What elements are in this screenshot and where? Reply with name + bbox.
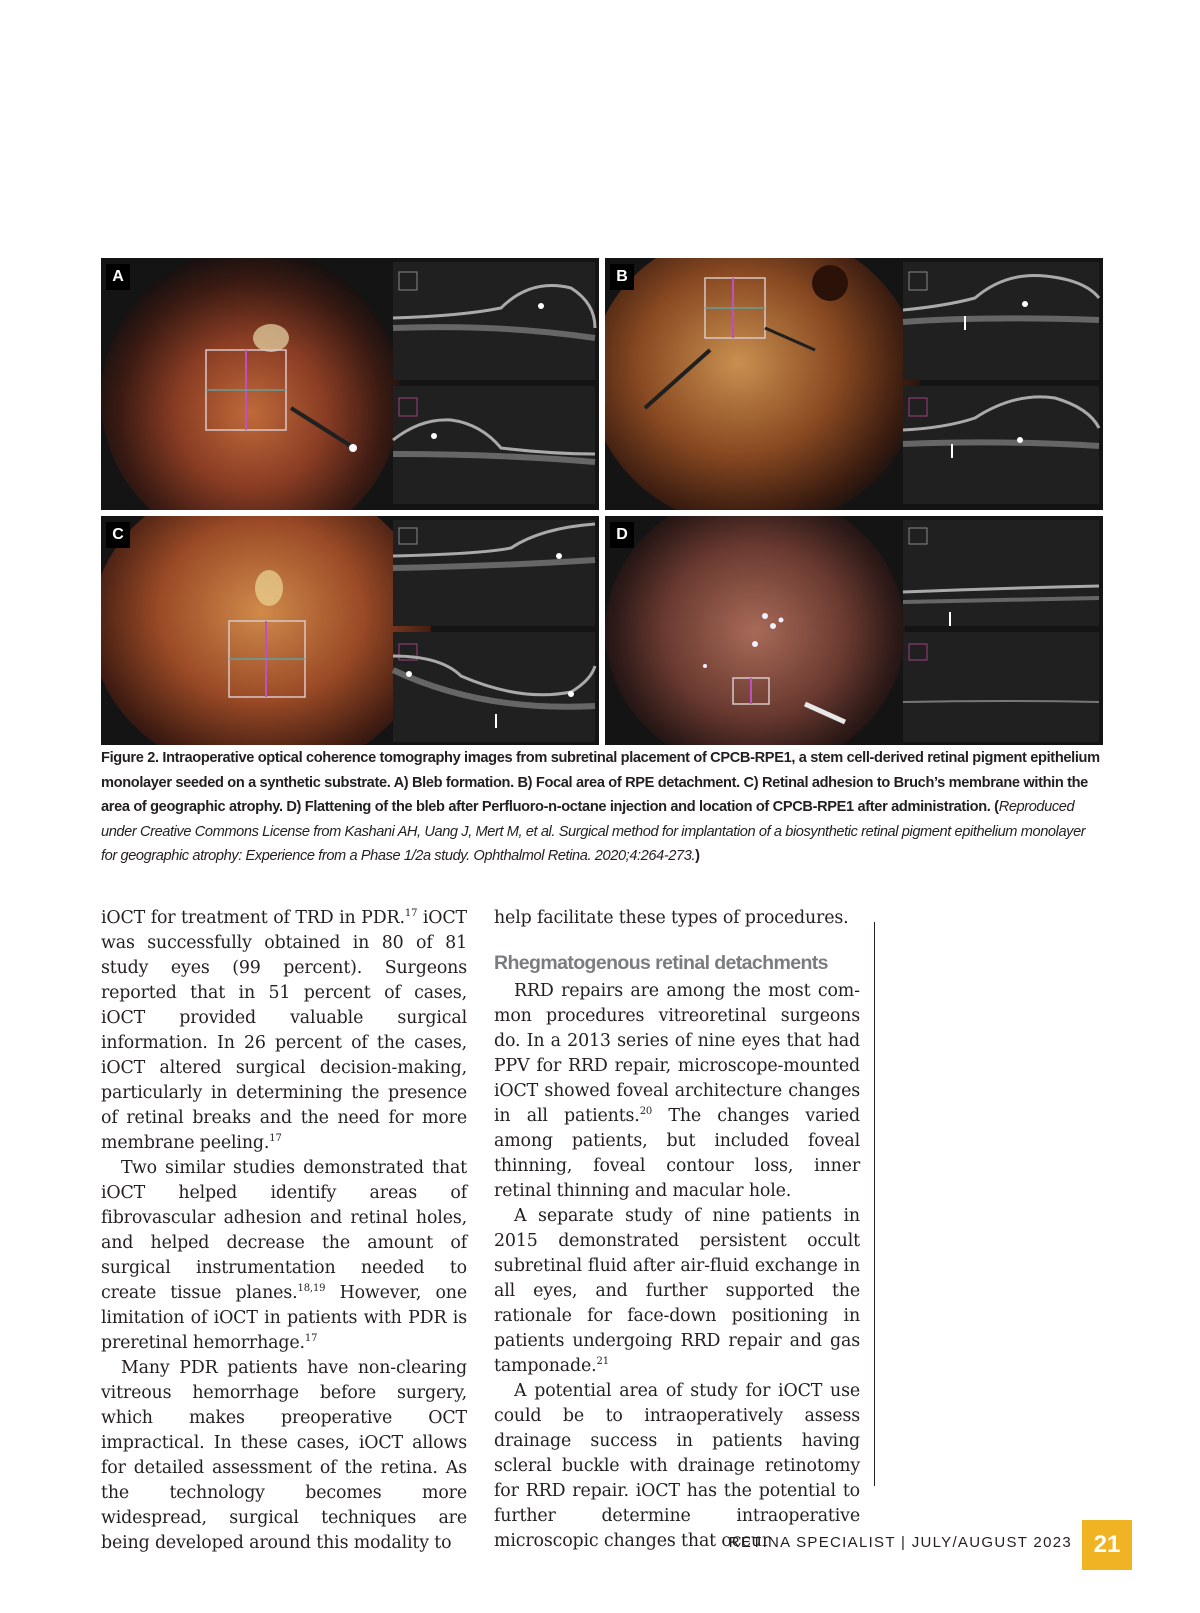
figure-panel-b bbox=[605, 258, 1103, 510]
panel-label-c: C bbox=[106, 522, 130, 548]
fundus-oct-image-c bbox=[101, 516, 599, 745]
paragraph: iOCT for treatment of TRD in PDR.$^{17}$ iOCT was successfully obtained in 80 of 81 study eyes (99 percent). Surgeons reported that in 51 percent of cases, iOCT provided valuable surgical information. In 26 percent of the cases, iOCT altered surgical decision-making, particularly in determining the presence of retinal breaks and the need for more membrane peeling.$^{17}$ bbox=[101, 908, 467, 1153]
fundus-oct-image-d bbox=[605, 516, 1103, 745]
panel-label-b: B bbox=[610, 264, 634, 290]
citation: 21 bbox=[596, 1356, 609, 1368]
paragraph: Many PDR patients have non-clearing vitreous hemorrhage before surgery, which makes preoperative OCT impractical. In these cases, iOCT allows for detailed assessment of the retina. As the technology becomes more widespread, surgical techniques are being developed around this modality to bbox=[101, 1358, 467, 1553]
figure-panel-a bbox=[101, 258, 599, 510]
citation: 17 bbox=[269, 1133, 282, 1145]
caption-credit: Reproduced under Creative Commons License from Kashani AH, Uang J, Mert M, et al. Surgical method for implantation of a biosynthetic retinal pigment epithelium monolayer for geographic atrophy: Experience from a Phase 1/2a study. Ophthalmol Retina. 2020;4:264-273. bbox=[101, 799, 1086, 865]
panel-label-a: A bbox=[106, 264, 130, 290]
figure-panel-c bbox=[101, 516, 599, 745]
fundus-oct-image-b bbox=[605, 258, 1103, 510]
publication-footer: RETINA SPECIALIST | JULY/AUGUST 2023 bbox=[728, 1534, 1072, 1551]
page-number: 21 bbox=[1082, 1520, 1132, 1570]
article-column-right bbox=[494, 906, 860, 1554]
citation: 18,19 bbox=[297, 1283, 326, 1295]
figure-caption bbox=[101, 746, 1103, 869]
paragraph: help facilitate these types of procedures. bbox=[494, 908, 849, 928]
paragraph: A potential area of study for iOCT use could be to intraoperatively assess drainage success in patients having scleral buckle with drainage retinotomy for RRD repair. iOCT has the potential to further determine intraoperative microscopic changes that occur bbox=[494, 1381, 860, 1551]
panel-label-d: D bbox=[610, 522, 634, 548]
figure-panel-d bbox=[605, 516, 1103, 745]
paragraph: RRD repairs are among the most common procedures vitreoretinal surgeons do. In a 2013 series of nine eyes that had PPV for RRD repair, microscope-mounted iOCT showed foveal architecture changes in all patients.$^{20}$ The changes varied among patients, but included foveal thinning, foveal contour loss, inner retinal thinning and macular hole. bbox=[494, 981, 860, 1201]
section-heading: Rhegmatogenous retinal detachments bbox=[494, 952, 828, 974]
citation: 20 bbox=[639, 1106, 653, 1118]
citation: 17 bbox=[304, 1333, 318, 1345]
fundus-oct-image-a bbox=[101, 258, 599, 510]
figure-2 bbox=[101, 258, 1103, 745]
caption-close: ) bbox=[695, 848, 700, 865]
citation: 17 bbox=[404, 908, 418, 920]
paragraph: Two similar studies demonstrated that iOCT helped identify areas of fibrovascular adhesion and retinal holes, and helped decrease the amount of surgical instrumentation needed to create tissue planes.$^{18,19}$ However, one limitation of iOCT in patients with PDR is preretinal hemorrhage.$^{17}$ bbox=[101, 1158, 467, 1353]
caption-description: Figure 2. Intraoperative optical coherence tomography images from subretinal placement of CPCB-RPE1, a stem cell-derived retinal pigment epithelium monolayer seeded on a synthetic substrate. A) Bleb formation. B) Focal area of RPE detachment. C) Retinal adhesion to Bruch’s membrane within the area of geographic atrophy. D) Flattening of the bleb after Perfluoro-n-octane injection and location of CPCB-RPE1 after administration. ( bbox=[101, 750, 1100, 816]
paragraph: A separate study of nine patients in 2015 demonstrated persistent occult subretinal fluid after air-fluid exchange in all eyes, and further supported the rationale for face-down positioning in patients undergoing RRD repair and gas tamponade.$^{21}$ bbox=[494, 1206, 860, 1376]
column-divider bbox=[874, 922, 875, 1486]
article-column-left bbox=[101, 906, 467, 1556]
